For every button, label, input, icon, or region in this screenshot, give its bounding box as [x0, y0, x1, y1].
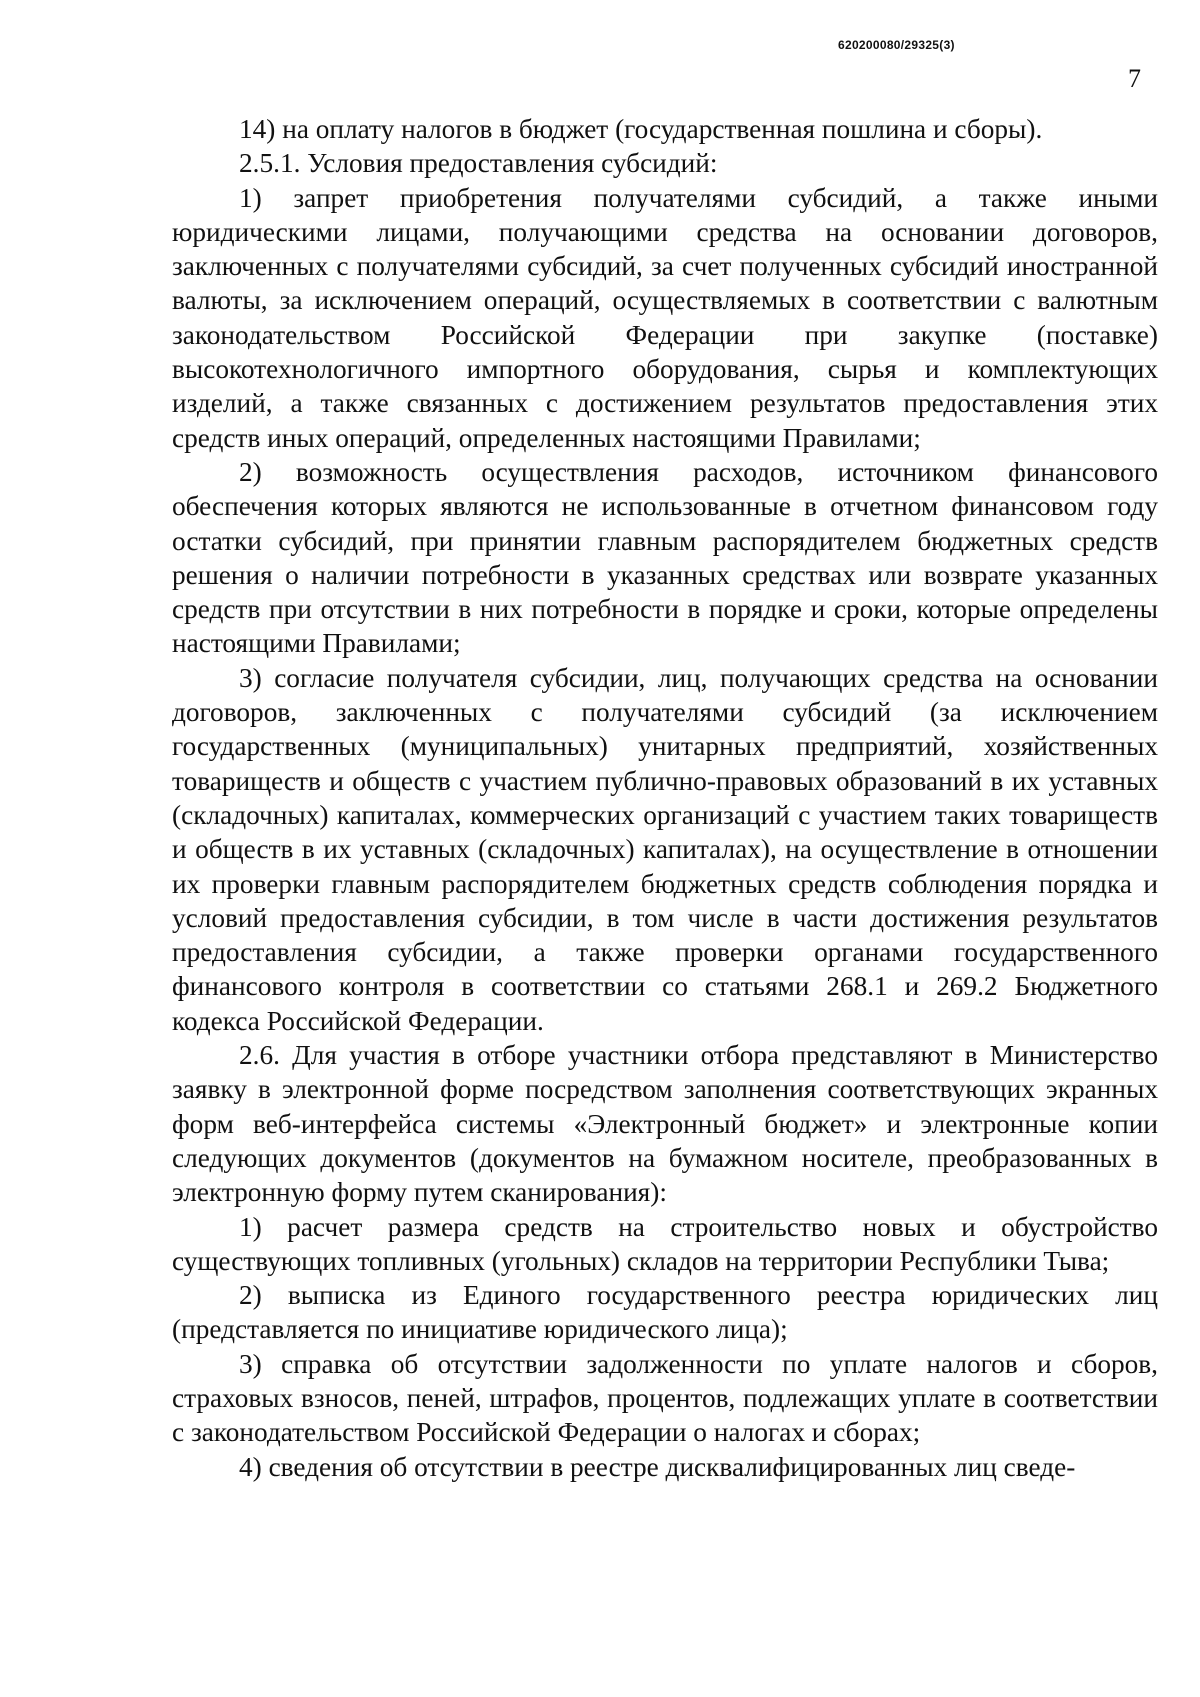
paragraph-condition-3: 3) согласие получателя субсидии, лиц, получающих средства на основании договоров, заключенных с получателями субсидий (за исключением государственных (муниципальных) унитарных предприятий, хозяйственных товариществ и обществ с участием публично-правовых образований в их уставных (складочных) капиталах, коммерческих организаций с участием таких товариществ и обществ в их уставных (складочных) капиталах), на осуществление в отношении их проверки главным распорядителем бюджетных средств соблюдения порядка и условий предоставления субсидии, в том числе в части достижения результатов предоставления субсидии, а также проверки органами государственного финансового контроля в соответствии со статьями 268.1 и 269.2 Бюджетного кодекса Российской Федерации.	[172, 662, 1158, 1036]
document-body	[172, 112, 1158, 1484]
paragraph-document-4: 4) сведения об отсутствии в реестре дисквалифицированных лиц сведе-	[239, 1451, 1076, 1482]
paragraph-document-1: 1) расчет размера средств на строительство новых и обустройство существующих топливных (угольных) складов на территории Республики Тыва;	[172, 1211, 1158, 1276]
paragraph-2-5-1-heading: 2.5.1. Условия предоставления субсидий:	[239, 148, 718, 179]
paragraph-document-3: 3) справка об отсутствии задолженности по уплате налогов и сборов, страховых взносов, пеней, штрафов, процентов, подлежащих уплате в соответствии с законодательством Российской Федерации о налогах и сборах;	[172, 1348, 1158, 1448]
paragraph-condition-1: 1) запрет приобретения получателями субсидий, а также иными юридическими лицами, получающими средства на основании договоров, заключенных с получателями субсидий, за счет полученных субсидий иностранной валюты, за исключением операций, осуществляемых в соответствии с валютным законодательством Российской Федерации при закупке (поставке) высокотехнологичного импортного оборудования, сырья и комплектующих изделий, а также связанных с достижением результатов предоставления этих средств иных операций, определенных настоящими Правилами;	[172, 182, 1158, 453]
paragraph-2-6: 2.6. Для участия в отборе участники отбора представляют в Министерство заявку в электронной форме посредством заполнения соответствующих экранных форм веб-интерфейса системы «Электронный бюджет» и электронные копии следующих документов (документов на бумажном носителе, преобразованных в электронную форму путем сканирования):	[172, 1040, 1158, 1208]
page-number: 7	[1128, 64, 1141, 93]
paragraph-document-2: 2) выписка из Единого государственного реестра юридических лиц (представляется по инициативе юридического лица);	[172, 1280, 1158, 1345]
paragraph-condition-2: 2) возможность осуществления расходов, источником финансового обеспечения которых являются не использованные в отчетном финансовом году остатки субсидий, при принятии главным распорядителем бюджетных средств решения о наличии потребности в указанных средствах или возврате указанных средств при отсутствии в них потребности в порядке и сроки, которые определены настоящими Правилами;	[172, 456, 1158, 659]
document-code: 620200080/29325(3)	[838, 38, 955, 52]
paragraph-item-14-taxes: 14) на оплату налогов в бюджет (государственная пошлина и сборы).	[239, 114, 1043, 144]
